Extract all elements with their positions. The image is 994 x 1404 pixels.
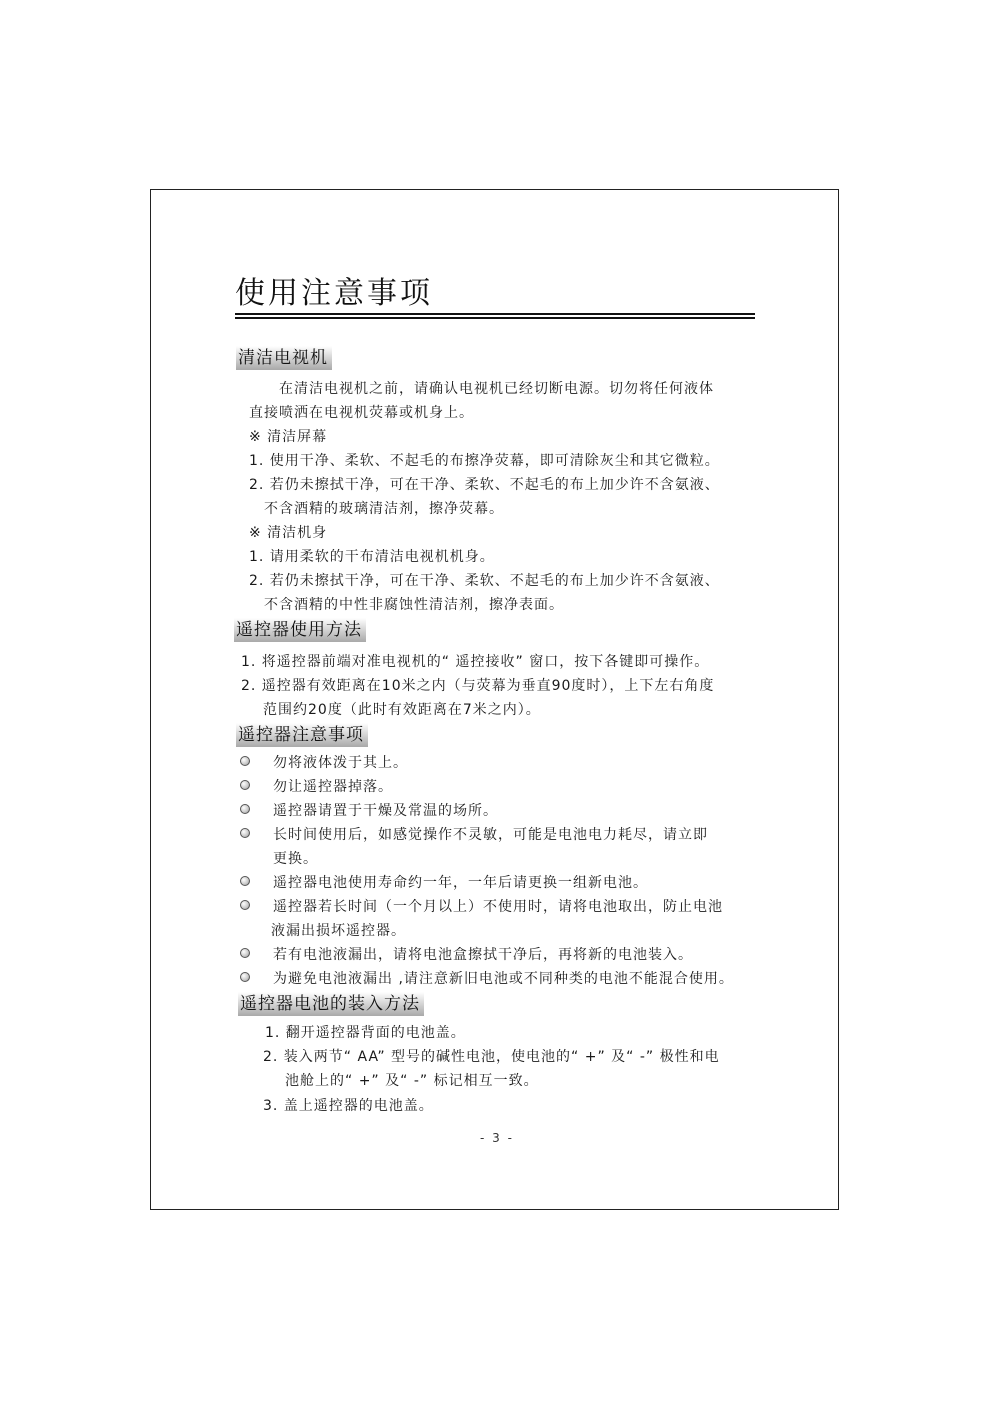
bullet-icon [240,828,250,838]
battery-step-1: 1. 翻开遥控器背面的电池盖。 [265,1025,466,1041]
cleaning-screen-subheading: ※ 清洁屏幕 [249,429,328,445]
cleaning-body-item-2: 2. 若仍未擦拭干净，可在干净、柔软、不起毛的布上加少许不含氨液、 [249,573,720,589]
cleaning-screen-item-2-cont: 不含酒精的玻璃清洁剂，擦净荧幕。 [264,501,504,517]
bullet-icon [240,876,250,886]
bullet-icon [240,780,250,790]
bullet-icon [240,804,250,814]
cleaning-screen-item-1: 1. 使用干净、柔软、不起毛的布擦净荧幕，即可清除灰尘和其它微粒。 [249,453,720,469]
battery-step-2-cont: 池舱上的“ +” 及“ -” 标记相互一致。 [285,1073,539,1089]
remote-note-6: 遥控器若长时间（一个月以上）不使用时，请将电池取出，防止电池 [273,899,723,915]
cleaning-screen-item-2: 2. 若仍未擦拭干净，可在干净、柔软、不起毛的布上加少许不含氨液、 [249,477,720,493]
section-heading-remote-usage: 遥控器使用方法 [234,618,366,642]
bullet-icon [240,756,250,766]
bullet-icon [240,948,250,958]
section-heading-cleaning: 清洁电视机 [236,346,332,370]
remote-note-8: 为避免电池液漏出 ,请注意新旧电池或不同种类的电池不能混合使用。 [273,971,734,987]
remote-note-1: 勿将液体泼于其上。 [273,755,408,771]
cleaning-body-item-1: 1. 请用柔软的干布清洁电视机机身。 [249,549,495,565]
remote-note-5: 遥控器电池使用寿命约一年，一年后请更换一组新电池。 [273,875,648,891]
remote-note-7: 若有电池液漏出，请将电池盒擦拭干净后，再将新的电池装入。 [273,947,693,963]
remote-note-4-cont: 更换。 [273,851,318,867]
page-title: 使用注意事项 [235,276,433,311]
remote-note-3: 遥控器请置于干燥及常温的场所。 [273,803,498,819]
remote-note-4: 长时间使用后，如感觉操作不灵敏，可能是电池电力耗尽，请立即 [273,827,708,843]
section-heading-battery-install: 遥控器电池的装入方法 [238,992,424,1016]
battery-step-3: 3. 盖上遥控器的电池盖。 [263,1098,434,1114]
remote-usage-item-1: 1. 将遥控器前端对准电视机的“ 遥控接收” 窗口，按下各键即可操作。 [241,654,710,670]
battery-step-2: 2. 装入两节“ AA” 型号的碱性电池，使电池的“ +” 及“ -” 极性和电 [263,1049,720,1065]
remote-usage-item-2: 2. 遥控器有效距离在10米之内（与荧幕为垂直90度时），上下左右角度 [241,678,715,694]
remote-note-2: 勿让遥控器掉落。 [273,779,393,795]
section-heading-remote-notes: 遥控器注意事项 [236,723,368,747]
cleaning-body-subheading: ※ 清洁机身 [249,525,328,541]
title-double-rule [235,313,755,315]
page-number: - 3 - [480,1131,514,1145]
cleaning-line-1: 在清洁电视机之前，请确认电视机已经切断电源。切勿将任何液体 [279,381,714,397]
remote-note-6-cont: 液漏出损坏遥控器。 [271,923,406,939]
remote-usage-item-2-cont: 范围约20度（此时有效距离在7米之内）。 [263,702,541,718]
bullet-icon [240,972,250,982]
cleaning-line-2: 直接喷洒在电视机荧幕或机身上。 [249,405,474,421]
cleaning-body-item-2-cont: 不含酒精的中性非腐蚀性清洁剂，擦净表面。 [264,597,564,613]
bullet-icon [240,900,250,910]
